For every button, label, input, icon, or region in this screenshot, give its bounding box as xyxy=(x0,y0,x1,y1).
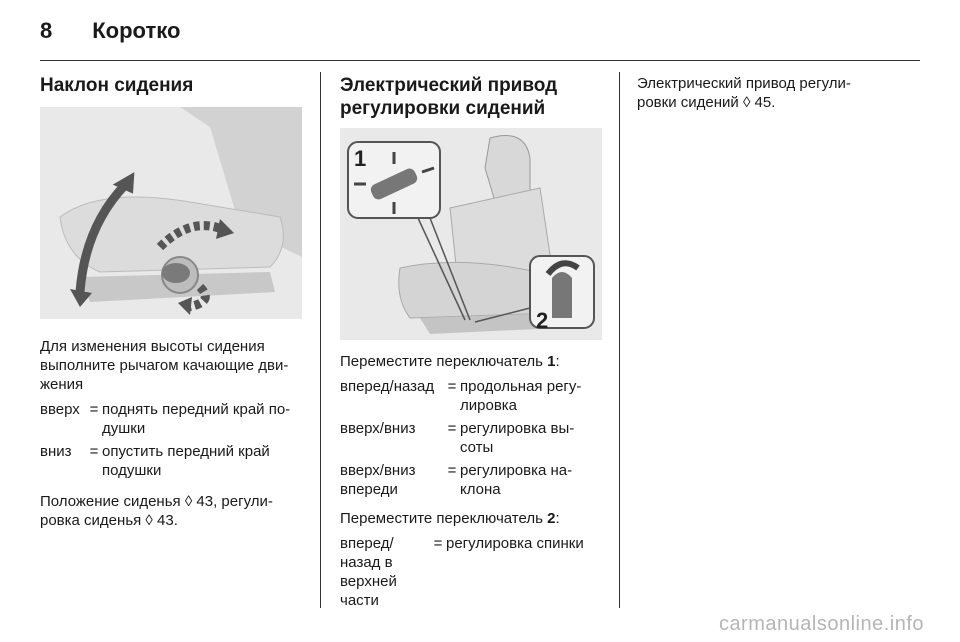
definition-desc-line: опустить передний край xyxy=(102,443,270,460)
page-reference-icon: ◊ xyxy=(145,512,153,529)
definition-equals: = xyxy=(447,420,457,437)
definition-desc-line: регулировка на- xyxy=(460,462,573,479)
column-electric-adjust xyxy=(340,74,606,614)
section-title: Коротко xyxy=(92,18,181,43)
definition-desc-line: клона xyxy=(460,481,501,498)
definition-term: вверх/вниз xyxy=(340,462,416,479)
instruction-text: Переместите переключатель xyxy=(340,353,543,370)
instruction-text: Переместите переключатель xyxy=(340,510,543,527)
switch-number: 2 xyxy=(547,510,556,527)
switch-2-label: 2 xyxy=(536,308,549,333)
heading-line: регулировки сидений xyxy=(340,98,546,119)
switch-number: 1 xyxy=(547,353,556,370)
column-divider-1 xyxy=(320,72,321,608)
seat-tilt-reference-note xyxy=(40,492,306,530)
definition-row xyxy=(340,419,606,457)
instruction-colon: : xyxy=(555,353,560,370)
definition-term: части xyxy=(340,592,379,609)
seat-tilt-figure xyxy=(40,107,302,319)
instruction-colon: : xyxy=(555,510,560,527)
definition-desc-line: подушки xyxy=(102,462,162,479)
switch-1-definitions xyxy=(340,377,606,499)
switch-2-instruction xyxy=(340,509,606,528)
electric-reference-line xyxy=(637,93,917,112)
page-reference-icon: ◊ xyxy=(184,493,193,510)
definition-row xyxy=(340,377,606,415)
definition-equals: = xyxy=(89,443,99,460)
definition-term: вверх xyxy=(40,401,80,418)
definition-desc-line: душки xyxy=(102,420,146,437)
column-seat-tilt xyxy=(40,74,306,530)
definition-desc-line: соты xyxy=(460,439,494,456)
seat-tilt-heading: Наклон сидения xyxy=(40,75,194,96)
electric-adjust-figure xyxy=(340,128,602,340)
seat-tilt-definitions xyxy=(40,400,306,480)
definition-desc-line: регулировка вы- xyxy=(460,420,575,437)
note-text: ровки сидений xyxy=(637,94,739,111)
note-text: 43. xyxy=(157,512,178,529)
definition-row xyxy=(40,442,306,480)
note-text: 43, регули- xyxy=(196,493,273,510)
definition-term: вперед/назад xyxy=(340,378,435,395)
definition-equals: = xyxy=(89,401,99,418)
seat-tilt-intro-line: Для изменения высоты сидения xyxy=(40,338,265,355)
electric-reference-line: Электрический привод регули- xyxy=(637,75,851,92)
definition-equals: = xyxy=(447,378,457,395)
note-text: 45. xyxy=(754,94,776,111)
definition-term: вниз xyxy=(40,443,72,460)
definition-term: вперед/ xyxy=(340,535,394,552)
switch-1-label: 1 xyxy=(354,146,367,171)
seat-tilt-intro-line: выполните рычагом качающие дви- xyxy=(40,357,289,374)
switch-2-definitions xyxy=(340,534,606,610)
seat-tilt-intro-line: жения xyxy=(40,376,84,393)
page-number: 8 xyxy=(40,18,53,43)
heading-line: Электрический привод xyxy=(340,75,558,96)
definition-term: вверх/вниз xyxy=(340,420,416,437)
column-divider-2 xyxy=(619,72,620,608)
page-reference-icon: ◊ xyxy=(742,94,751,111)
definition-row xyxy=(340,534,606,610)
definition-row xyxy=(340,461,606,499)
note-text: Положение сиденья xyxy=(40,493,181,510)
switch-1-instruction xyxy=(340,352,606,371)
definition-desc-line: продольная регу- xyxy=(460,378,582,395)
watermark: carmanualsonline.info xyxy=(718,613,924,635)
header-rule xyxy=(40,60,920,61)
definition-desc-line: лировка xyxy=(460,397,518,414)
definition-term: назад в xyxy=(340,554,393,571)
definition-row xyxy=(40,400,306,438)
page-header xyxy=(40,18,180,44)
definition-equals: = xyxy=(433,535,443,552)
note-text: ровка сиденья xyxy=(40,512,142,529)
definition-desc-line: поднять передний край по- xyxy=(102,401,291,418)
electric-adjust-heading xyxy=(340,74,606,120)
definition-desc-line: регулировка спинки xyxy=(446,535,584,552)
definition-term: верхней xyxy=(340,573,397,590)
definition-equals: = xyxy=(447,462,457,479)
definition-term: впереди xyxy=(340,481,398,498)
column-electric-reference xyxy=(637,74,917,112)
